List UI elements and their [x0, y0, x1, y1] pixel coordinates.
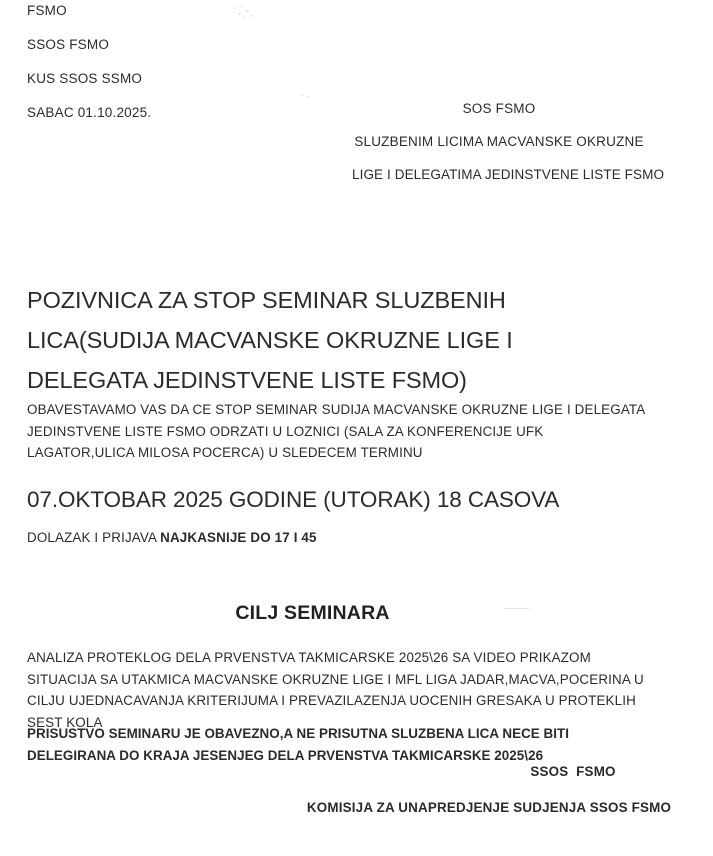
addressee-line: SOS FSMO	[462, 101, 536, 116]
seminar-date-heading: 07.OKTOBAR 2025 GODINE (UTORAK) 18 CASOVA	[27, 486, 560, 512]
header-issuer-line: KUS SSOS SSMO	[27, 71, 143, 86]
signature-organization: SSOS FSMO	[530, 764, 616, 779]
header-addressee-block	[352, 92, 665, 191]
page-title: POZIVNICA ZA STOP SEMINAR SLUZBENIH LICA(SUDIJA MACVANSKE OKRUZNE LIGE I DELEGATA JEDINSTVENE LISTE FSMO)	[27, 286, 513, 393]
addressee-line: LIGE I DELEGATIMA JEDINSTVENE LISTE FSMO	[352, 167, 665, 182]
arrival-deadline: NAJKASNIJE DO 17 I 45	[160, 530, 317, 546]
signature-committee: KOMISIJA ZA UNAPREDJENJE SUDJENJA SSOS FSMO	[306, 800, 672, 815]
addressee-line: SLUZBENIM LICIMA MACVANSKE OKRUZNE	[354, 134, 644, 149]
header-place-date: SABAC 01.10.2025.	[27, 105, 152, 120]
header-issuer-line: SSOS FSMO	[27, 37, 110, 52]
arrival-registration-line	[27, 528, 317, 548]
section-heading-seminar-goal: CILJ SEMINARA	[235, 602, 390, 625]
header-issuer-block	[27, 0, 357, 130]
analysis-paragraph: ANALIZA PROTEKLOG DELA PRVENSTVA TAKMICARSKE 2025\26 SA VIDEO PRIKAZOM SITUACIJA SA UTAKMICA MACVANSKE OKRUZNE LIGE I MFL LIGA JADAR,MACVA,POCERINA U CILJU UJEDNACAVANJA KRITERIJUMA I PREVAZILAZENJA UOCENIH GRESAKA U PROTEKLIH SEST KOLA	[27, 650, 644, 730]
header-issuer-line: FSMO	[27, 3, 67, 18]
intro-paragraph: OBAVESTAVAMO VAS DA CE STOP SEMINAR SUDIJA MACVANSKE OKRUZNE LIGE I DELEGATA JEDINSTVENE LISTE FSMO ODRZATI U LOZNICI (SALA ZA KONFERENCIJE UFK LAGATOR,ULICA MILOSA POCERCA) U SLEDECEM TERMINU	[27, 402, 645, 461]
mandatory-attendance-paragraph: PRISUSTVO SEMINARU JE OBAVEZNO,A NE PRISUTNA SLUZBENA LICA NECE BITI DELEGIRANA DO KRAJA JESENJEG DELA PRVENSTVA TAKMICARSKE 2025\26	[27, 726, 570, 763]
arrival-label: DOLAZAK I PRIJAVA	[27, 530, 161, 546]
